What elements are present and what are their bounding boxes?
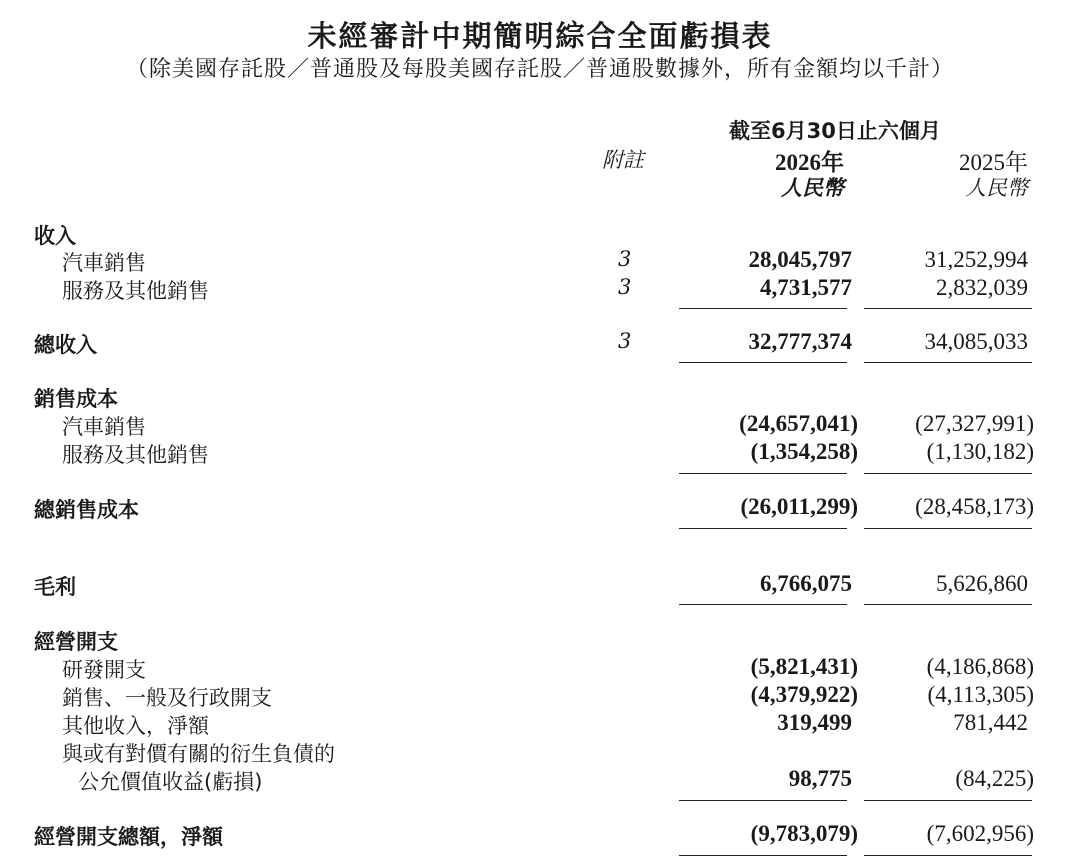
row-label: 與或有對價有關的衍生負債的: [62, 742, 335, 766]
value-2025: (1,130,182): [926, 439, 1034, 464]
row-other-income: [0, 710, 1080, 740]
total-rule: [679, 528, 847, 529]
row-gross-profit: [0, 571, 1080, 601]
value-2025: (27,327,991): [915, 411, 1034, 436]
row-total-operating-expenses: [0, 821, 1080, 851]
year-2025-header: 2025年: [959, 150, 1028, 175]
subtotal-rule: [679, 800, 847, 801]
currency-2025-header: 人民幣: [965, 176, 1028, 200]
row-label: 服務及其他銷售: [62, 279, 209, 303]
value-2026: 32,777,374: [748, 329, 852, 354]
year-2026-header: 2026年: [775, 150, 844, 175]
value-2025: 781,442: [953, 710, 1028, 735]
value-2026: (24,657,041): [739, 411, 858, 436]
row-label: 經營開支: [34, 630, 118, 654]
value-2026: (4,379,922): [750, 682, 858, 707]
value-2026: 98,775: [788, 766, 852, 791]
value-2025: (7,602,956): [926, 821, 1034, 846]
row-label: 收入: [34, 224, 76, 248]
currency-2026-header: 人民幣: [781, 176, 844, 200]
value-2026: (5,821,431): [750, 654, 858, 679]
row-derivative-line1: [0, 738, 1080, 768]
section-revenue: [0, 220, 1080, 250]
section-cost-of-sales: [0, 383, 1080, 413]
statement-title: 未經審計中期簡明綜合全面虧損表: [307, 19, 773, 53]
row-total-cost-of-sales: [0, 494, 1080, 524]
total-rule: [679, 604, 847, 605]
total-rule: [864, 604, 1032, 605]
total-rule: [864, 528, 1032, 529]
row-note: 3: [618, 329, 632, 353]
value-2025: (4,113,305): [927, 682, 1034, 707]
value-2026: 6,766,075: [760, 571, 852, 596]
subtotal-rule: [679, 308, 847, 309]
total-rule: [864, 362, 1032, 363]
row-label: 經營開支總額，淨額: [34, 825, 223, 849]
row-label: 毛利: [34, 575, 76, 599]
subtotal-rule: [679, 473, 847, 474]
total-rule: [864, 855, 1032, 856]
value-2025: 2,832,039: [936, 275, 1028, 300]
row-derivative-fair-value: [0, 766, 1080, 796]
value-2026: (26,011,299): [740, 494, 858, 519]
row-note: 3: [618, 247, 632, 271]
row-note: 3: [618, 275, 632, 299]
total-rule: [679, 855, 847, 856]
row-label: 銷售、一般及行政開支: [62, 686, 272, 710]
value-2026: (9,783,079): [750, 821, 858, 846]
value-2025: (84,225): [955, 766, 1034, 791]
subtotal-rule: [864, 800, 1032, 801]
value-2025: 34,085,033: [924, 329, 1028, 354]
total-rule: [679, 362, 847, 363]
row-label: 汽車銷售: [62, 415, 146, 439]
row-revenue-vehicle: [0, 247, 1080, 277]
statement-subtitle: （除美國存託股／普通股及每股美國存託股／普通股數據外，所有金額均以千計）: [125, 57, 954, 82]
row-cos-vehicle: [0, 411, 1080, 441]
row-label: 研發開支: [62, 658, 146, 682]
row-label: 總銷售成本: [34, 498, 139, 522]
value-2025: 31,252,994: [924, 247, 1028, 272]
note-column-header: 附註: [602, 148, 644, 172]
subtotal-rule: [864, 308, 1032, 309]
row-label: 銷售成本: [34, 387, 118, 411]
section-operating-expenses: [0, 626, 1080, 656]
value-2026: 319,499: [777, 710, 852, 735]
value-2026: (1,354,258): [750, 439, 858, 464]
row-revenue-services: [0, 275, 1080, 305]
period-header: 截至6月30日止六個月: [729, 119, 941, 143]
row-total-revenue: [0, 329, 1080, 359]
value-2026: 4,731,577: [760, 275, 852, 300]
row-label: 總收入: [34, 333, 97, 357]
value-2025: 5,626,860: [936, 571, 1028, 596]
subtotal-rule: [864, 473, 1032, 474]
value-2025: (4,186,868): [926, 654, 1034, 679]
row-label: 其他收入，淨額: [62, 714, 209, 738]
row-label: 公允價值收益(虧損): [78, 770, 263, 794]
row-sga: [0, 682, 1080, 712]
row-rnd: [0, 654, 1080, 684]
row-cos-services: [0, 439, 1080, 469]
value-2025: (28,458,173): [915, 494, 1034, 519]
row-label: 服務及其他銷售: [62, 443, 209, 467]
row-label: 汽車銷售: [62, 251, 146, 275]
value-2026: 28,045,797: [748, 247, 852, 272]
